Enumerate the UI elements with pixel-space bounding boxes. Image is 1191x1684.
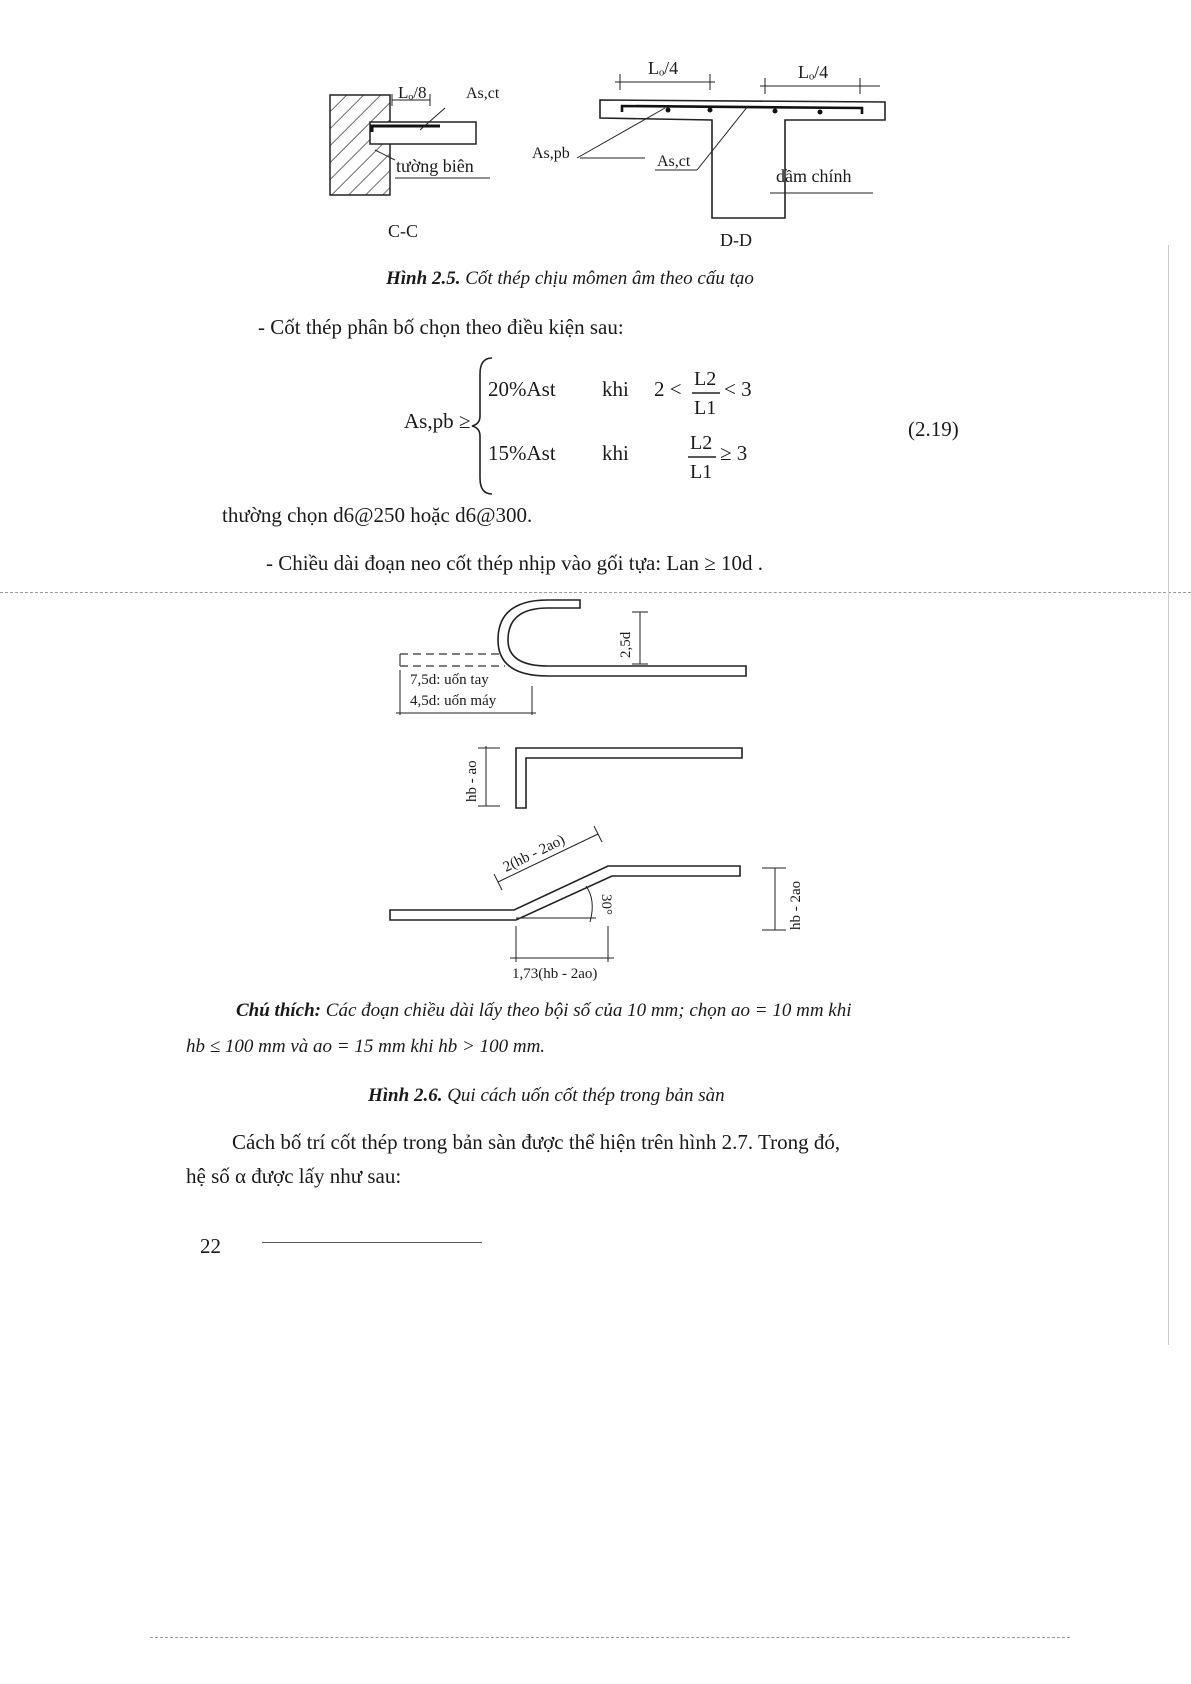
angle-label: 30° (598, 894, 614, 915)
bottom-scan-line (150, 1637, 1070, 1638)
dd-beam-label: dầm chính (776, 166, 852, 186)
slab-beam-outline (600, 100, 885, 218)
figure-2-6-text: Qui cách uốn cốt thép trong bản sàn (447, 1085, 725, 1106)
page-number-rule (262, 1242, 482, 1243)
figure-2-6-caption (368, 1085, 725, 1107)
case1-word: khi (602, 377, 629, 401)
formula-2-19 (0, 352, 1191, 512)
figure-2-6-number: Hình 2.6. (368, 1085, 443, 1106)
case1-value: 20%Ast (488, 377, 556, 401)
note-label: Chú thích: (236, 1000, 322, 1021)
page-number: 22 (200, 1234, 221, 1258)
note-text-2: hb ≤ 100 mm và ao = 15 mm khi hb > 100 mm. (186, 1036, 546, 1057)
len-hand-label: 7,5d: uốn tay (410, 672, 489, 688)
dd-right-span: Lₒ/4 (798, 62, 829, 82)
case1-frac-den: L1 (694, 397, 717, 419)
paragraph-layout-line-1: Cách bố trí cốt thép trong bản sàn được thể hiện trên hình 2.7. Trong đó, (232, 1130, 841, 1154)
note-line-1 (236, 1000, 852, 1022)
right-margin-line (1168, 245, 1169, 1345)
paragraph-anchorage: - Chiều dài đoạn neo cốt thép nhịp vào gối tựa: Lan ≥ 10d . (266, 551, 764, 575)
paragraph-layout-line-2: hệ số α được lấy như sau: (186, 1164, 402, 1188)
angle-arc (586, 886, 592, 922)
cc-section-label: C-C (388, 221, 419, 241)
case2-value: 15%Ast (488, 441, 556, 465)
cc-wall-label: tường biên (396, 156, 474, 176)
figure-2-5-dd (0, 0, 1191, 260)
bent-dim-label: 2(hb - 2ao) (500, 831, 568, 876)
dd-asct-label: As,ct (657, 153, 691, 170)
case1-cond-right: < 3 (724, 377, 752, 401)
case2-word: khi (602, 441, 629, 465)
l-shaped-bar (516, 748, 742, 808)
case2-frac-num: L2 (690, 432, 713, 454)
bent-bar (390, 866, 740, 920)
bottom-dim-label: 1,73(hb - 2ao) (512, 966, 598, 982)
dd-section-label: D-D (720, 230, 752, 250)
case1-frac-num: L2 (694, 368, 717, 390)
hook-dim: 2,5d (618, 631, 634, 658)
len-machine-label: 4,5d: uốn máy (410, 693, 497, 709)
case2-cond-right: ≥ 3 (720, 441, 748, 465)
figure-2-5-text: Cốt thép chịu mômen âm theo cấu tạo (465, 268, 754, 289)
case2-frac-den: L1 (690, 461, 713, 483)
right-dim-label: hb - 2ao (788, 880, 804, 930)
note-text-1: Các đoạn chiều dài lấy theo bội số của 10 mm; chọn ao = 10 mm khi (325, 1000, 852, 1021)
case1-cond-left: 2 < (654, 377, 682, 401)
paragraph-typical-choice: thường chọn d6@250 hoặc d6@300. (222, 503, 533, 527)
dd-left-span: Lₒ/4 (648, 58, 679, 78)
cc-top-label: Lₒ/8 (398, 83, 427, 102)
paragraph-distribution: - Cốt thép phân bố chọn theo điều kiện sau: (258, 315, 624, 339)
l-bar-dim: hb - ao (464, 760, 480, 802)
dd-aspb-label: As,pb (532, 145, 570, 162)
figure-2-5-caption (386, 268, 754, 290)
equation-number: (2.19) (908, 417, 959, 441)
cc-asct-label: As,ct (466, 85, 500, 102)
scan-artifact-line (0, 592, 1191, 593)
figure-2-6 (0, 600, 1191, 980)
formula-lhs: As,pb ≥ (404, 409, 471, 433)
figure-2-5-number: Hình 2.5. (386, 268, 461, 289)
